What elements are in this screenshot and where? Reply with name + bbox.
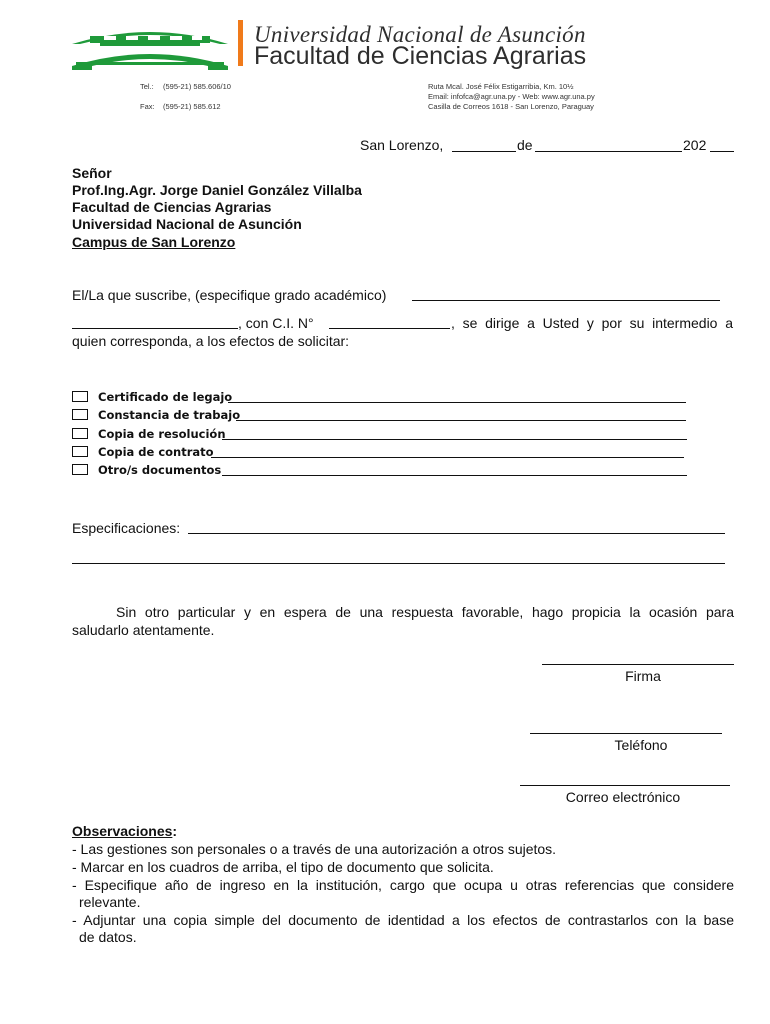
observations-title: Observaciones xyxy=(72,823,173,839)
university-name: Universidad Nacional de Asunción xyxy=(254,22,586,47)
document-option-blank[interactable] xyxy=(222,475,687,476)
email-label: Correo electrónico xyxy=(565,789,681,805)
date-city: San Lorenzo, xyxy=(360,137,444,153)
full-name-blank[interactable] xyxy=(72,328,238,329)
tel-label: Tel.: xyxy=(140,82,154,91)
recipient-university: Universidad Nacional de Asunción xyxy=(72,216,302,232)
observation-item: - Adjuntar una copia simple del documento de identidad a los efectos de contrastarlos con la base xyxy=(72,912,734,928)
document-option-blank[interactable] xyxy=(211,457,684,458)
ci-number-blank[interactable] xyxy=(329,328,450,329)
observations-colon: : xyxy=(172,823,178,839)
checkbox-copia-contrato[interactable] xyxy=(72,446,88,457)
document-option-label: Constancia de trabajo xyxy=(98,408,241,422)
document-option-label: Copia de contrato xyxy=(98,445,214,459)
body-directs: , se dirige a Usted y por su intermedio a xyxy=(451,315,733,331)
document-option-label: Copia de resolución xyxy=(98,427,226,441)
body-line-1: El/La que suscribe, (especifique grado académico) xyxy=(72,287,387,303)
document-option-label: Otro/s documentos xyxy=(98,463,222,477)
fax-value: (595-21) 585.612 xyxy=(163,102,221,111)
closing-line-1: Sin otro particular y en espera de una respuesta favorable, hago propicia la ocasión para xyxy=(116,604,734,620)
closing-line-2: saludarlo atentamente. xyxy=(72,622,215,638)
observations-title-wrap xyxy=(72,823,177,839)
checkbox-otros-documentos[interactable] xyxy=(72,464,88,475)
academic-degree-blank[interactable] xyxy=(412,300,720,301)
document-option-blank[interactable] xyxy=(222,439,687,440)
specifications-label: Especificaciones: xyxy=(72,520,181,536)
fax-label: Fax: xyxy=(140,102,155,111)
specifications-blank-2[interactable] xyxy=(72,563,725,564)
recipient-campus: Campus de San Lorenzo xyxy=(72,234,236,250)
checkbox-copia-resolucion[interactable] xyxy=(72,428,88,439)
checkbox-certificado-legajo[interactable] xyxy=(72,391,88,402)
header-accent-bar xyxy=(238,20,243,66)
document-option-blank[interactable] xyxy=(228,402,686,403)
phone-label: Teléfono xyxy=(614,737,668,753)
date-de: de xyxy=(517,137,533,153)
observation-item: - Especifique año de ingreso en la institución, cargo que ocupa u otras referencias que considere xyxy=(72,877,734,893)
specifications-blank-1[interactable] xyxy=(188,533,725,534)
document-option-blank[interactable] xyxy=(236,420,686,421)
date-month-blank[interactable] xyxy=(535,151,682,152)
phone-blank[interactable] xyxy=(530,733,722,734)
observation-item: - Marcar en los cuadros de arriba, el tipo de documento que solicita. xyxy=(72,859,494,875)
date-year-blank[interactable] xyxy=(710,151,734,152)
address: Ruta Mcal. José Félix Estigarribia, Km. 10½ xyxy=(428,82,574,91)
recipient-salutation: Señor xyxy=(72,165,112,181)
observation-item-continued: de datos. xyxy=(79,929,137,945)
tel-value: (595-21) 585.606/10 xyxy=(163,82,231,91)
ci-label: , con C.I. N° xyxy=(238,315,314,331)
document-option-label: Certificado de legajo xyxy=(98,390,233,404)
recipient-name: Prof.Ing.Agr. Jorge Daniel González Villalba xyxy=(72,182,362,198)
date-year-prefix: 202 xyxy=(683,137,707,153)
body-line-3: quien corresponda, a los efectos de solicitar: xyxy=(72,333,350,349)
po-box: Casilla de Correos 1618 - San Lorenzo, Paraguay xyxy=(428,102,594,111)
email-blank[interactable] xyxy=(520,785,730,786)
observation-item: - Las gestiones son personales o a través de una autorización a otros sujetos. xyxy=(72,841,557,857)
date-day-blank[interactable] xyxy=(452,151,516,152)
signature-label: Firma xyxy=(625,668,661,684)
checkbox-constancia-trabajo[interactable] xyxy=(72,409,88,420)
email-web: Email: infofca@agr.una.py - Web: www.agr.una.py xyxy=(428,92,595,101)
university-logo xyxy=(70,22,230,70)
recipient-faculty: Facultad de Ciencias Agrarias xyxy=(72,199,272,215)
faculty-name: Facultad de Ciencias Agrarias xyxy=(254,42,587,70)
signature-blank[interactable] xyxy=(542,664,734,665)
observation-item-continued: relevante. xyxy=(79,894,141,910)
